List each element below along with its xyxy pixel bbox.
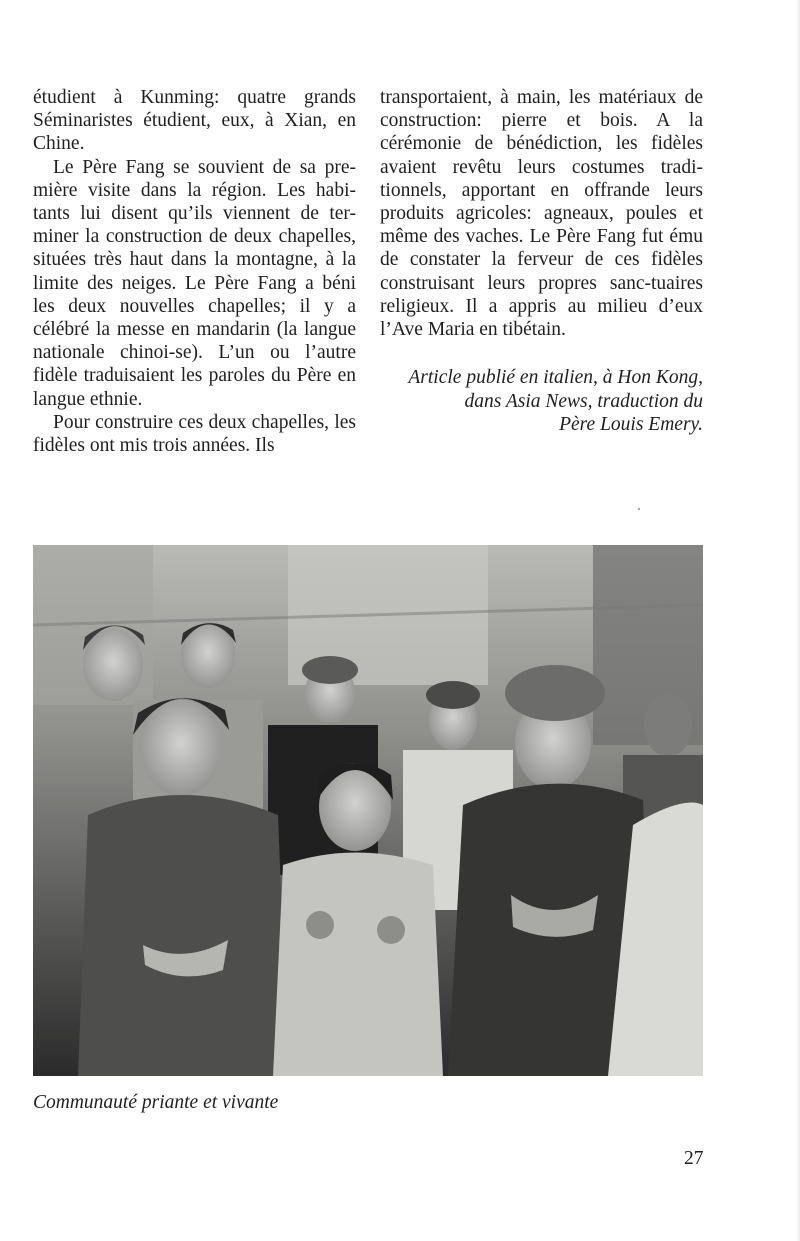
text-line: chapelles, situées très haut dans la xyxy=(33,226,357,271)
text-line: étudient à Kunming: quatre grands xyxy=(33,87,356,108)
scan-speck xyxy=(638,508,640,510)
paragraph-ceremony xyxy=(380,86,703,341)
photo-illustration xyxy=(33,545,703,1076)
text-line: même des vaches. Le Père Fang fut xyxy=(380,226,664,248)
text-line: de construction: pierre et bois. A la xyxy=(380,87,704,132)
paragraph-pere-fang-visit xyxy=(33,156,356,411)
text-line: dans Asia News, traduction du xyxy=(464,390,703,412)
text-line: les paroles du Père en langue ethnie. xyxy=(33,365,356,410)
text-line: Pour construire ces deux chapelles, xyxy=(53,411,330,433)
text-line: tionnels, apportant en offrande leurs xyxy=(380,179,703,201)
page-number: 27 xyxy=(684,1148,704,1169)
article-source-signature xyxy=(380,366,703,437)
text-line: miner la construction de deux xyxy=(33,226,272,248)
text-line: montagne, à la limite des neiges. Le xyxy=(33,249,357,294)
paragraph-construction xyxy=(33,411,356,457)
right-text-column xyxy=(380,86,703,437)
photo-caption: Communauté priante et vivante xyxy=(33,1092,279,1113)
text-line: Chine. xyxy=(33,133,85,155)
paragraph-continuation xyxy=(33,86,356,156)
text-line: Père Louis Emery. xyxy=(559,414,703,436)
text-line: tants lui disent qu’ils viennent de ter- xyxy=(33,203,356,225)
text-line: se). L’un ou l’autre fidèle traduisaient xyxy=(33,342,356,387)
text-line: ému de constater la ferveur de ces xyxy=(380,226,703,271)
text-line: transportaient, à main, les matériaux xyxy=(380,87,677,108)
text-line: Article publié en italien, à Hon Kong, xyxy=(408,367,703,389)
text-line: Père Fang a béni les deux nouvelles xyxy=(33,272,356,317)
text-line: avaient revêtu leurs costumes tradi- xyxy=(380,156,703,178)
text-line: Séminaristes étudient, eux, à Xian, en xyxy=(33,110,356,132)
community-photo xyxy=(33,545,703,1076)
text-line: tuaires religieux. Il a appris au milieu xyxy=(380,272,703,317)
scan-edge-shadow xyxy=(796,0,800,1241)
text-line: cérémonie de bénédiction, les fidèles xyxy=(380,133,703,155)
text-line: mière visite dans la région. Les habi- xyxy=(33,179,356,201)
text-line: fidèles construisant leurs propres sanc- xyxy=(380,249,703,294)
text-line: chapelles; il y a célébré la messe en xyxy=(33,295,357,341)
text-line: les fidèles ont mis trois années. Ils xyxy=(33,411,356,457)
text-line: Le Père Fang se souvient de sa pre- xyxy=(53,156,356,178)
text-line: produits agricoles: agneaux, poules et xyxy=(380,203,703,225)
text-line: mandarin (la langue nationale chinoi- xyxy=(33,319,357,364)
left-text-column xyxy=(33,86,356,457)
text-line: d’eux l’Ave Maria en tibétain. xyxy=(380,295,703,341)
